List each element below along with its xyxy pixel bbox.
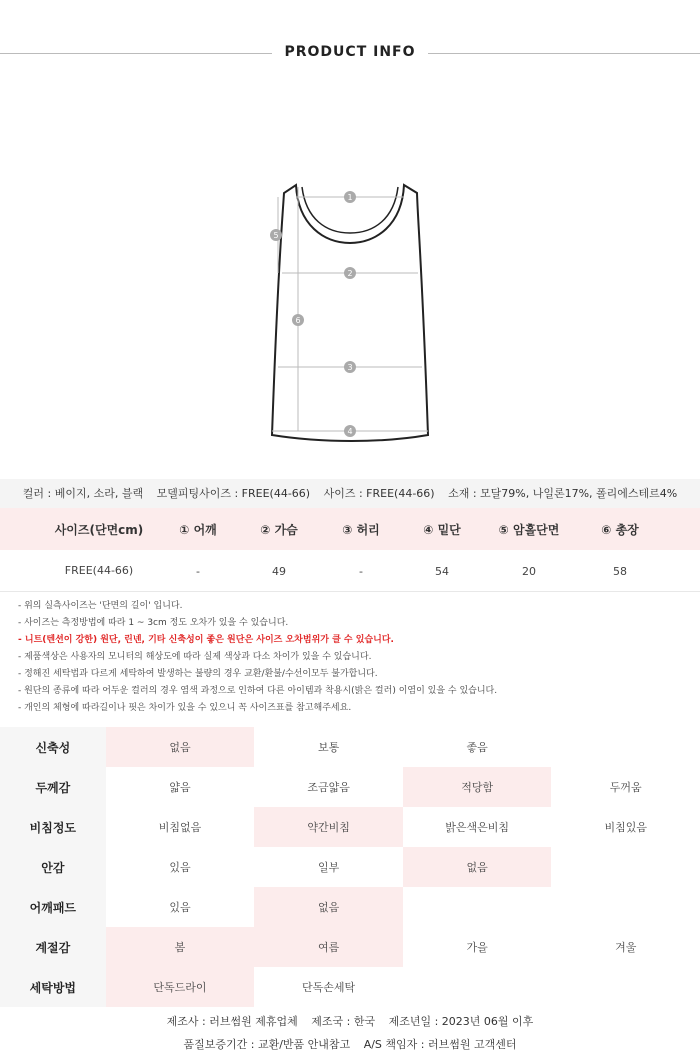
- attribute-option: 단독드라이: [106, 967, 255, 1007]
- attribute-label: 세탁방법: [0, 967, 106, 1007]
- product-summary: [0, 479, 700, 508]
- warranty-info: 품질보증기간 : 교환/반품 안내참고: [183, 1038, 351, 1051]
- svg-text:6: 6: [295, 316, 301, 325]
- maker-info: 제조사 : 러브썸원 제휴업체: [166, 1015, 298, 1028]
- garment-size-diagram: [262, 175, 442, 447]
- attribute-option: 없음: [254, 887, 403, 927]
- size-header-cell: ④ 밑단: [423, 522, 461, 537]
- marker-3: [344, 361, 356, 373]
- attribute-option: 가을: [466, 941, 488, 954]
- attribute-label: 안감: [0, 847, 106, 887]
- attribute-label: 어깨패드: [0, 887, 106, 927]
- attribute-option: 보통: [317, 741, 340, 754]
- svg-text:1: 1: [347, 193, 353, 202]
- attribute-option: 좋음: [466, 741, 488, 754]
- header-divider-right: [428, 53, 700, 54]
- marker-5: [270, 229, 282, 241]
- svg-text:4: 4: [347, 427, 353, 436]
- attribute-label: 계절감: [0, 927, 106, 967]
- size-table-header: [0, 508, 700, 550]
- size-header-cell: ① 어깨: [179, 522, 217, 537]
- attribute-option: [551, 727, 700, 767]
- attribute-option: 있음: [169, 901, 191, 914]
- attribute-option: 약간비침: [254, 807, 403, 847]
- attribute-option: 단독손세탁: [302, 981, 356, 994]
- product-footer: [0, 1010, 700, 1056]
- svg-text:5: 5: [273, 231, 279, 240]
- marker-6: [292, 314, 304, 326]
- marker-4: [344, 425, 356, 437]
- attribute-option: [403, 967, 552, 1007]
- attribute-option: [551, 847, 700, 887]
- attribute-option: 없음: [106, 727, 255, 767]
- attribute-option: 일부: [317, 861, 340, 874]
- note-line: - 제품색상은 사용자의 모니터의 해상도에 따라 실제 색상과 다소 차이가 있을 수 있습니다.: [18, 652, 372, 662]
- attribute-option: [403, 887, 552, 927]
- size-cell: -: [359, 564, 363, 578]
- attribute-label: 비침정도: [0, 807, 106, 847]
- size-cell: 54: [435, 564, 449, 578]
- marker-2: [344, 267, 356, 279]
- attribute-row: [0, 887, 700, 927]
- svg-text:2: 2: [347, 269, 353, 278]
- country-info: 제조국 : 한국: [311, 1015, 376, 1028]
- attribute-option: 없음: [403, 847, 552, 887]
- attribute-row: [0, 967, 700, 1007]
- section-title: PRODUCT INFO: [284, 44, 416, 60]
- product-info-header: [0, 40, 700, 66]
- attribute-option: 있음: [169, 861, 191, 874]
- date-info: 제조년일 : 2023년 06월 이후: [388, 1015, 534, 1028]
- size-cell: 20: [522, 564, 536, 578]
- note-line-warning: - 니트(텐션이 강한) 원단, 린넨, 기타 신축성이 좋은 원단은 사이즈 오차범위가 클 수 있습니다.: [18, 635, 394, 645]
- attribute-row: [0, 727, 700, 767]
- attribute-row: [0, 767, 700, 807]
- attribute-option: 두꺼움: [609, 781, 642, 794]
- attribute-option: [551, 887, 700, 927]
- size-info: 사이즈 : FREE(44-66): [323, 487, 435, 500]
- size-cell: 58: [613, 564, 627, 578]
- attribute-row: [0, 927, 700, 967]
- footer-line-2: [0, 1033, 700, 1056]
- attribute-label: 신축성: [0, 727, 106, 767]
- size-table: [0, 508, 700, 592]
- color-info: 컬러 : 베이지, 소라, 블랙: [22, 487, 144, 500]
- footer-line-1: [0, 1010, 700, 1033]
- note-line: - 정해진 세탁법과 다르게 세탁하여 발생하는 불량의 경우 교환/환불/수선이모두 불가합니다.: [18, 669, 378, 679]
- attribute-row: [0, 847, 700, 887]
- size-notes: [18, 598, 688, 717]
- attribute-option: [551, 967, 700, 1007]
- attribute-label: 두께감: [0, 767, 106, 807]
- as-info: A/S 책임자 : 러브썸원 고객센터: [363, 1038, 517, 1051]
- attribute-option: 비침있음: [604, 821, 647, 834]
- attribute-option: 겨울: [615, 941, 637, 954]
- attribute-row: [0, 807, 700, 847]
- size-cell: -: [196, 564, 200, 578]
- attribute-option: 조금얇음: [307, 781, 350, 794]
- marker-1: [344, 191, 356, 203]
- note-line: - 사이즈는 측정방법에 따라 1 ~ 3cm 정도 오차가 있을 수 있습니다.: [18, 618, 289, 628]
- svg-text:3: 3: [347, 363, 353, 372]
- size-cell: 49: [272, 564, 286, 578]
- material-info: 소재 : 모달79%, 나일론17%, 폴리에스테르4%: [448, 487, 678, 500]
- attribute-option: 비침없음: [158, 821, 202, 834]
- fabric-attribute-table: [0, 727, 700, 1007]
- attribute-option: 얇음: [169, 781, 191, 794]
- attribute-option: 적당함: [403, 767, 552, 807]
- note-line: - 개인의 체형에 따라길이나 핏은 차이가 있을 수 있으니 꼭 사이즈표를 참고해주세요.: [18, 703, 352, 713]
- size-header-cell: ⑤ 암홀단면: [498, 522, 560, 537]
- attribute-option: 봄: [106, 927, 255, 967]
- model-size-info: 모델피팅사이즈 : FREE(44-66): [156, 487, 311, 500]
- attribute-option: 여름: [254, 927, 403, 967]
- size-cell: FREE(44-66): [64, 564, 134, 577]
- size-header-cell: 사이즈(단면cm): [54, 522, 144, 537]
- size-header-cell: ⑥ 총장: [601, 522, 639, 537]
- attribute-option: 밝은색은비침: [445, 821, 510, 834]
- note-line: - 위의 실측사이즈는 '단면의 길이' 입니다.: [18, 601, 183, 611]
- size-header-cell: ② 가슴: [260, 522, 298, 537]
- size-header-cell: ③ 허리: [342, 522, 380, 537]
- note-line: - 원단의 종류에 따라 어두운 컬러의 경우 염색 과정으로 인하여 다른 아이템과 착용시(밝은 컬러) 이염이 있을 수 있습니다.: [18, 686, 498, 696]
- size-table-row: [0, 550, 700, 592]
